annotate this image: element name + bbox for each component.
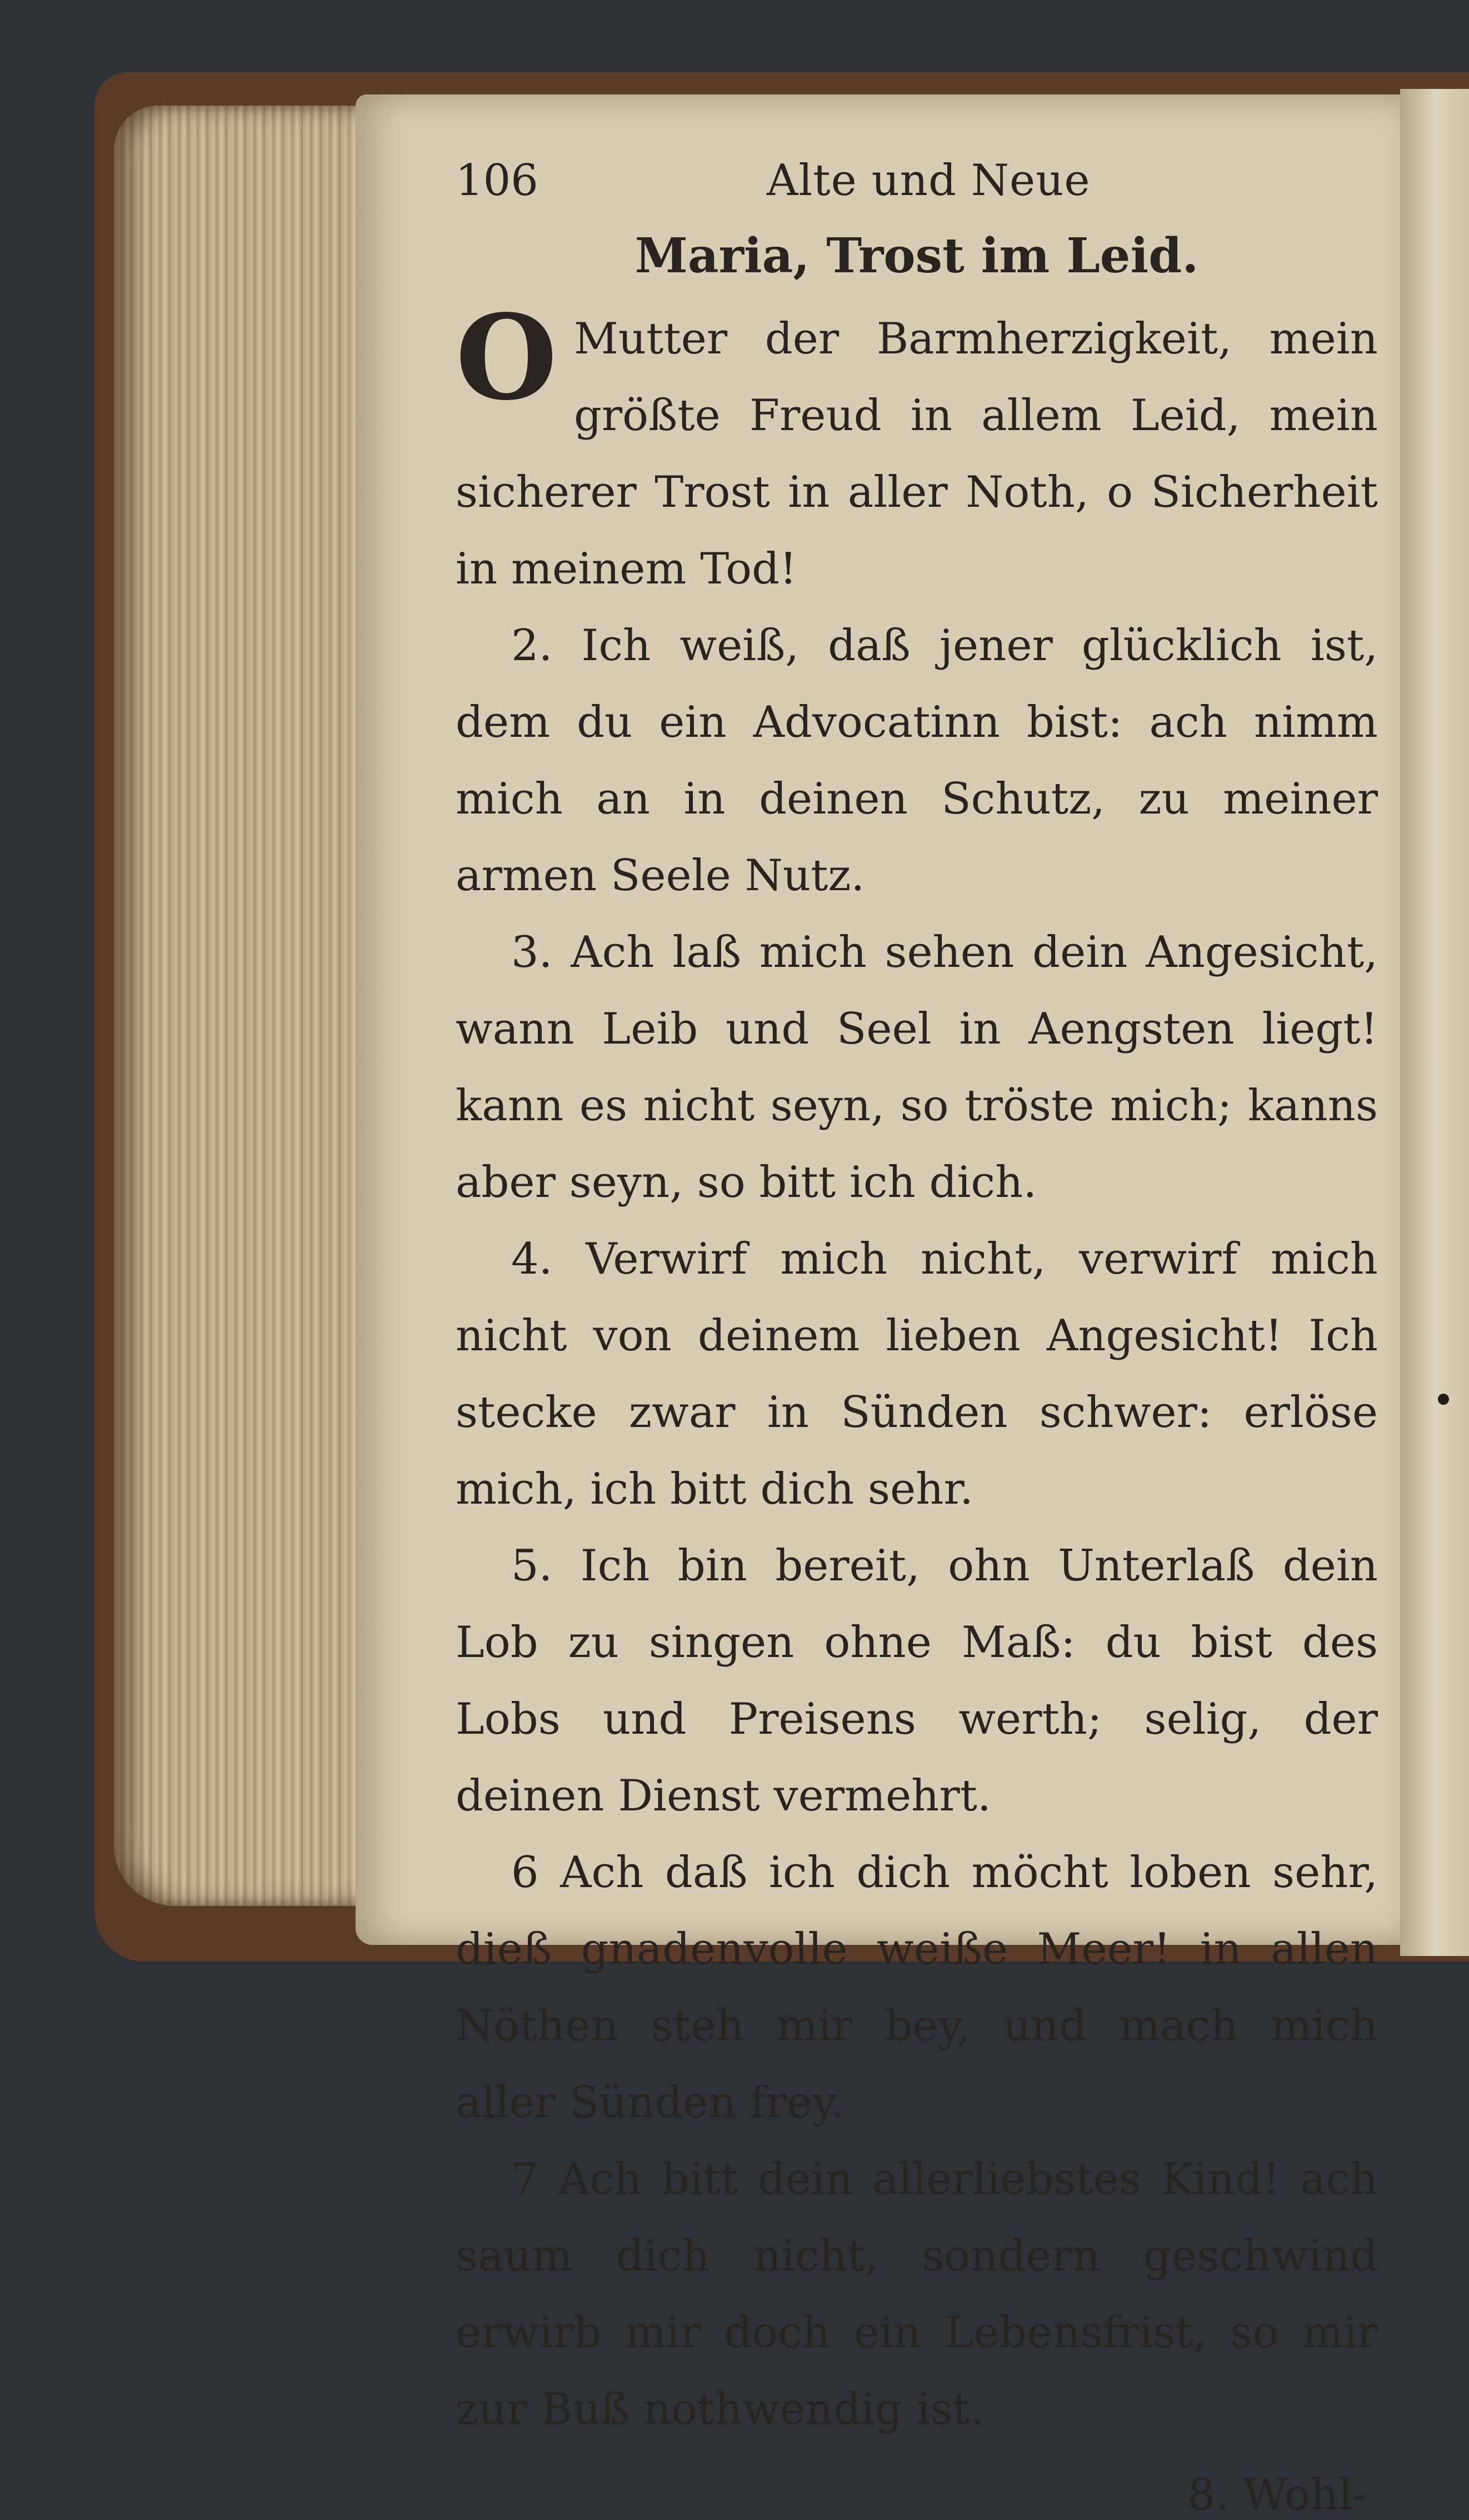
stanza-number: 2. <box>511 621 553 671</box>
stanza-number: 7 <box>511 2154 539 2204</box>
catchword: 8. Wohl- <box>1187 2470 1367 2520</box>
stanza-number: 6 <box>511 1848 539 1898</box>
page-text <box>456 144 1378 2520</box>
stanza-text: Ach bitt dein allerliebstes Kind! ach saum dich nicht, sondern geschwind erwirb mir doch ein Lebensfrist, so mir zur Buß nothwendig ist. <box>456 2154 1378 2434</box>
stanza-7 <box>456 2141 1378 2448</box>
stanza-text: Ich bin bereit, ohn Unterlaß dein Lob zu singen ohne Maß: du bist des Lobs und Preisens werth; selig, der deinen Dienst vermehrt. <box>456 1541 1378 1821</box>
page-header <box>456 144 1378 217</box>
book-gutter <box>1400 89 1469 1956</box>
stanza-4 <box>456 1221 1378 1528</box>
running-head: Alte und Neue <box>767 156 1091 206</box>
stanza-1 <box>456 289 1378 607</box>
stanza-number: 4. <box>511 1234 553 1284</box>
stanza-text: Mutter der Barmherzigkeit, mein größte Freud in allem Leid, mein sicherer Trost in aller Noth, o Sicherheit in meinem Tod! <box>456 314 1378 594</box>
stanza-number: 5. <box>511 1541 553 1591</box>
stanza-3 <box>456 914 1378 1221</box>
stanza-number: 3. <box>511 927 553 977</box>
stanza-text: Ich weiß, daß jener glücklich ist, dem du ein Advocatinn bist: ach nimm mich an in deinen Schutz, zu meiner armen Seele Nutz. <box>456 621 1378 901</box>
hymn-title: Maria, Trost im Leid. <box>634 228 1199 284</box>
stanza-6 <box>456 1834 1378 2141</box>
page-number: 106 <box>456 156 538 206</box>
stanza-text: Ach laß mich sehen dein Angesicht, wann Leib und Seel in Aengsten liegt! kann es nicht seyn, so tröste mich; kanns aber seyn, so bitt ich dich. <box>456 927 1378 1207</box>
stanza-text: Verwirf mich nicht, verwirf mich nicht von deinem lieben Angesicht! Ich stecke zwar in Sünden schwer: erlöse mich, ich bitt dich sehr. <box>456 1234 1378 1514</box>
drop-cap: O <box>456 289 557 426</box>
stanza-2 <box>456 607 1378 914</box>
ink-spot <box>1438 1394 1449 1405</box>
stanza-text: Ach daß ich dich möcht loben sehr, dieß gnadenvolle weiße Meer! in allen Nöthen steh mir bey, und mach mich aller Sünden frey. <box>456 1848 1378 2128</box>
stanza-5 <box>456 1528 1378 1834</box>
